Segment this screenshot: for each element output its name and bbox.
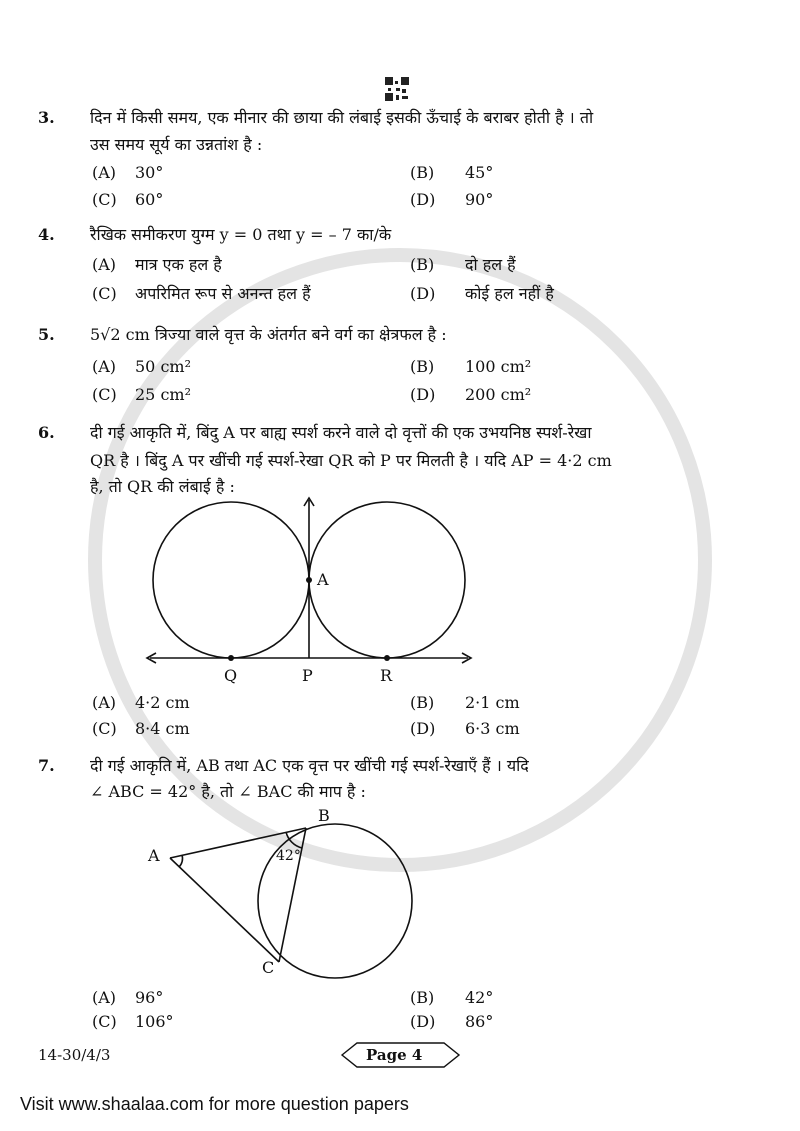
option-value: 60° <box>135 190 164 209</box>
visit-link[interactable]: Visit www.shaalaa.com for more question papers <box>20 1094 409 1114</box>
option-label: (B) <box>410 357 435 376</box>
point-label-p: P <box>302 666 313 685</box>
question-text: दिन में किसी समय, एक मीनार की छाया की लंबाई इसकी ऊँचाई के बराबर होती है । तो <box>90 108 594 127</box>
paper-code: 14-30/4/3 <box>38 1046 111 1064</box>
question-number: 5. <box>38 325 55 344</box>
option-value: 50 cm² <box>135 357 191 376</box>
option-label: (A) <box>92 163 117 182</box>
option-label: (A) <box>92 693 117 712</box>
point-label-c: C <box>262 958 275 977</box>
option-value: 2·1 cm <box>465 693 520 712</box>
option-label: (D) <box>410 719 436 738</box>
option-label: (C) <box>92 284 117 303</box>
option-label: (C) <box>92 1012 117 1031</box>
option-label: (D) <box>410 385 436 404</box>
question-text: दी गई आकृति में, बिंदु A पर बाह्य स्पर्श करने वाले दो वृत्तों की एक उभयनिष्ठ स्पर्श-रेखा <box>90 423 592 442</box>
option-value: दो हल हैं <box>465 255 516 274</box>
question-text: ∠ ABC = 42° है, तो ∠ BAC की माप है : <box>90 782 366 801</box>
option-value: 100 cm² <box>465 357 532 376</box>
option-value: कोई हल नहीं है <box>465 284 554 303</box>
angle-label: 42° <box>276 848 301 864</box>
question-number: 3. <box>38 108 55 127</box>
point-label-a: A <box>317 570 329 589</box>
point-label-b: B <box>318 806 330 825</box>
question-text: है, तो QR की लंबाई है : <box>90 477 235 496</box>
option-value: 42° <box>465 988 494 1007</box>
question-text: 5√2 cm त्रिज्या वाले वृत्त के अंतर्गत बने वर्ग का क्षेत्रफल है : <box>90 325 447 344</box>
question-text: उस समय सूर्य का उन्नतांश है : <box>90 135 263 154</box>
question-text: रैखिक समीकरण युग्म y = 0 तथा y = – 7 का/के <box>90 225 392 244</box>
option-label: (C) <box>92 719 117 738</box>
page-number: Page 4 <box>366 1046 423 1064</box>
question-text: QR है । बिंदु A पर खींची गई स्पर्श-रेखा QR को P पर मिलती है । यदि AP = 4·2 cm <box>90 451 612 470</box>
option-value: 45° <box>465 163 494 182</box>
point-label-a: A <box>148 846 160 865</box>
option-label: (D) <box>410 284 436 303</box>
option-value: 8·4 cm <box>135 719 190 738</box>
option-label: (B) <box>410 693 435 712</box>
question-text: दी गई आकृति में, AB तथा AC एक वृत्त पर खींची गई स्पर्श-रेखाएँ हैं । यदि <box>90 756 529 775</box>
option-label: (D) <box>410 190 436 209</box>
option-value: अपरिमित रूप से अनन्त हल हैं <box>135 284 311 303</box>
option-label: (B) <box>410 255 435 274</box>
option-label: (A) <box>92 255 117 274</box>
question-number: 7. <box>38 756 55 775</box>
question-number: 4. <box>38 225 55 244</box>
option-label: (C) <box>92 385 117 404</box>
option-value: 96° <box>135 988 164 1007</box>
option-value: 86° <box>465 1012 494 1031</box>
option-label: (C) <box>92 190 117 209</box>
option-label: (B) <box>410 988 435 1007</box>
option-value: 25 cm² <box>135 385 191 404</box>
option-label: (A) <box>92 357 117 376</box>
option-value: 90° <box>465 190 494 209</box>
option-value: मात्र एक हल है <box>135 255 222 274</box>
point-label-q: Q <box>224 666 238 685</box>
option-label: (D) <box>410 1012 436 1031</box>
option-label: (B) <box>410 163 435 182</box>
option-value: 6·3 cm <box>465 719 520 738</box>
option-value: 30° <box>135 163 164 182</box>
option-label: (A) <box>92 988 117 1007</box>
option-value: 4·2 cm <box>135 693 190 712</box>
question-number: 6. <box>38 423 55 442</box>
option-value: 106° <box>135 1012 174 1031</box>
option-value: 200 cm² <box>465 385 532 404</box>
point-label-r: R <box>380 666 393 685</box>
